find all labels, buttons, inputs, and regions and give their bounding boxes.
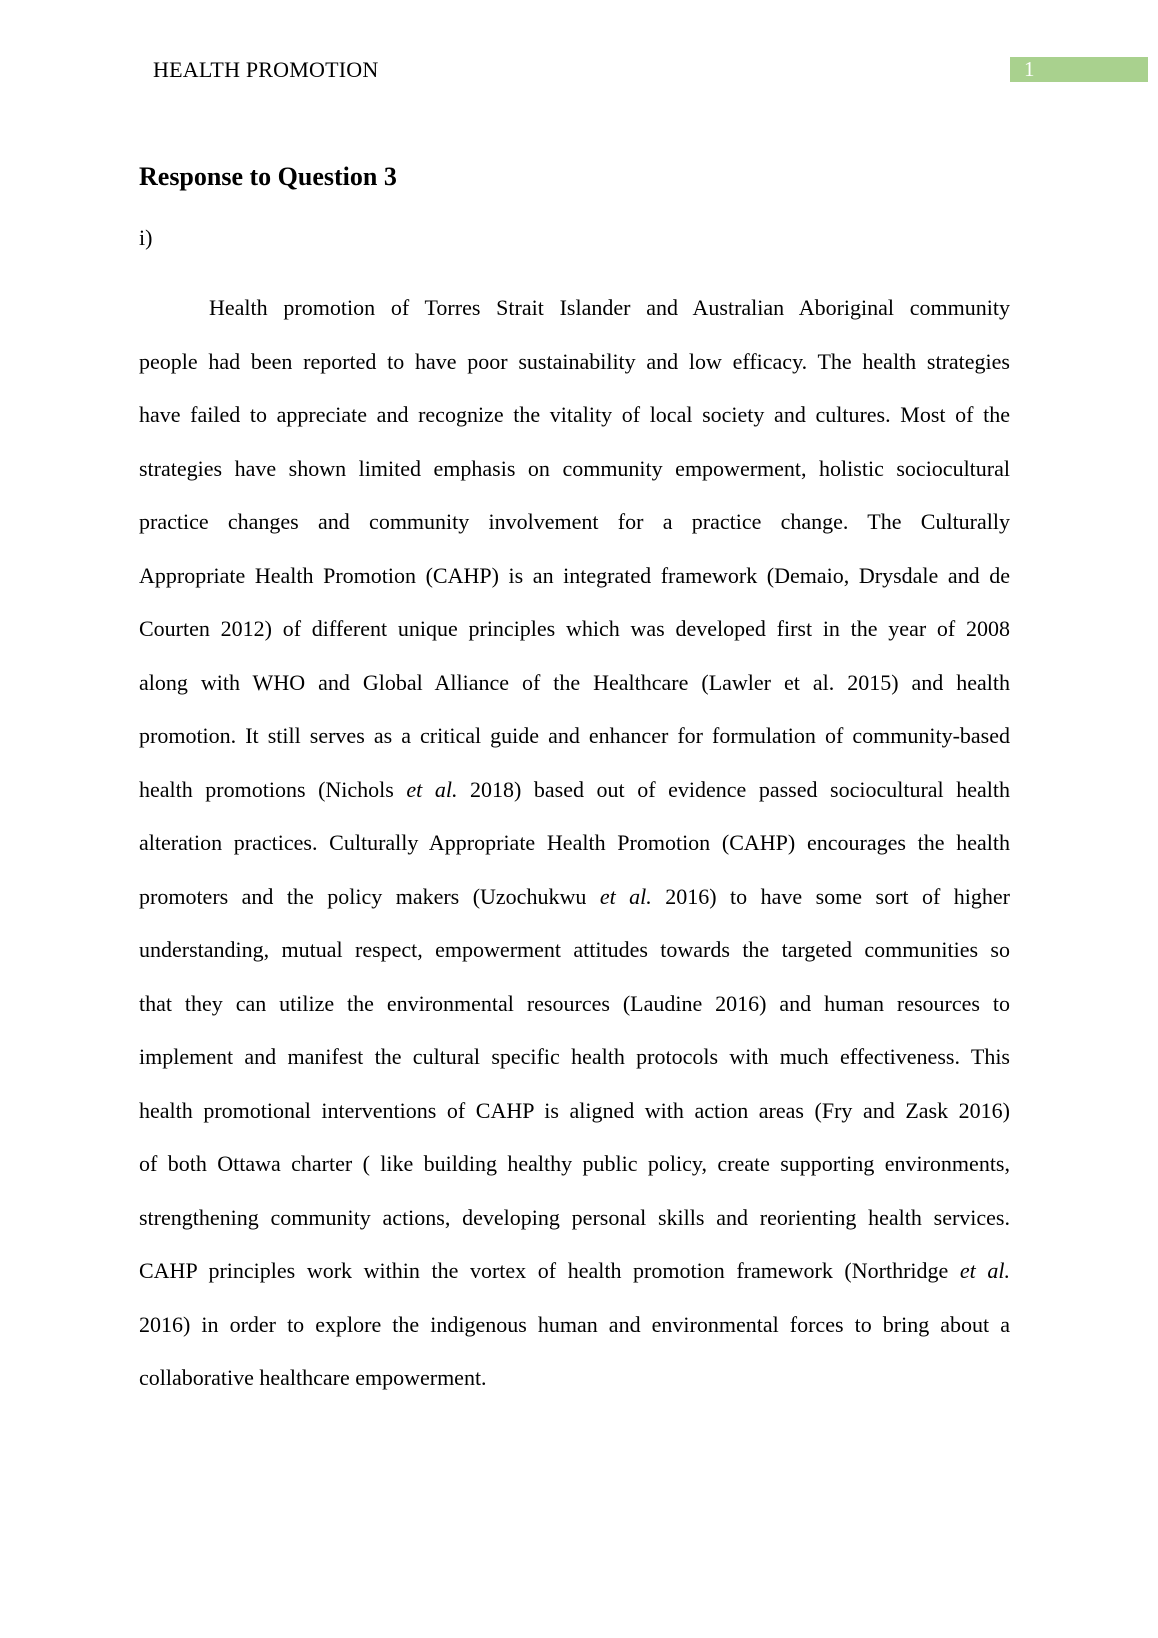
paragraph-line: CAHP principles work within the vortex of health promotion framework (Northridge et al. xyxy=(139,1258,1010,1283)
paragraph-line: alteration practices. Culturally Appropriate Health Promotion (CAHP) encourages the health xyxy=(139,830,1010,855)
page-number-badge xyxy=(1010,57,1148,82)
paragraph-line: 2016) in order to explore the indigenous human and environmental forces to bring about a xyxy=(139,1311,1010,1337)
paragraph-line: strengthening community actions, developing personal skills and reorienting health services. xyxy=(139,1204,1010,1230)
paragraph-line: Courten 2012) of different unique principles which was developed first in the year of 2008 xyxy=(139,616,1010,641)
page-number: 1 xyxy=(1024,57,1035,81)
section-heading: Response to Question 3 xyxy=(139,162,397,191)
citation-italic: et al. xyxy=(959,1258,1010,1283)
paragraph-line: have failed to appreciate and recognize the vitality of local society and cultures. Most of the xyxy=(139,402,1010,427)
citation-italic: et al. xyxy=(599,883,652,909)
running-head: HEALTH PROMOTION xyxy=(153,57,379,82)
paragraph-line: practice changes and community involvement for a practice change. The Culturally xyxy=(139,509,1010,534)
paragraph-line: health promotions (Nichols et al. 2018) based out of evidence passed sociocultural health xyxy=(139,776,1010,802)
paragraph-line: implement and manifest the cultural specific health protocols with much effectiveness. This xyxy=(139,1044,1010,1069)
paragraph-line: of both Ottawa charter ( like building healthy public policy, create supporting environments, xyxy=(139,1151,1010,1176)
paragraph-line: collaborative healthcare empowerment. xyxy=(139,1365,487,1390)
paragraph-line: along with WHO and Global Alliance of the Healthcare (Lawler et al. 2015) and health xyxy=(139,669,1010,695)
citation-italic: et al. xyxy=(406,776,458,802)
paragraph-line: promotion. It still serves as a critical guide and enhancer for formulation of community-based xyxy=(139,723,1010,748)
paragraph-line: understanding, mutual respect, empowerment attitudes towards the targeted communities so xyxy=(139,937,1010,962)
paragraph-line: Health promotion of Torres Strait Islander and Australian Aboriginal community xyxy=(209,295,1010,320)
paragraph-line: strategies have shown limited emphasis on community empowerment, holistic sociocultural xyxy=(139,455,1010,481)
paragraph-line: health promotional interventions of CAHP is aligned with action areas (Fry and Zask 2016) xyxy=(139,1097,1010,1123)
paragraph-line: Appropriate Health Promotion (CAHP) is an integrated framework (Demaio, Drysdale and de xyxy=(139,562,1010,588)
paragraph-line: people had been reported to have poor sustainability and low efficacy. The health strategies xyxy=(139,348,1010,374)
paragraph-line: that they can utilize the environmental resources (Laudine 2016) and human resources to xyxy=(139,990,1010,1016)
paragraph-line: promoters and the policy makers (Uzochukwu et al. 2016) to have some sort of higher xyxy=(139,883,1010,909)
sub-question-label: i) xyxy=(139,225,153,250)
body-paragraph xyxy=(139,281,1010,1405)
